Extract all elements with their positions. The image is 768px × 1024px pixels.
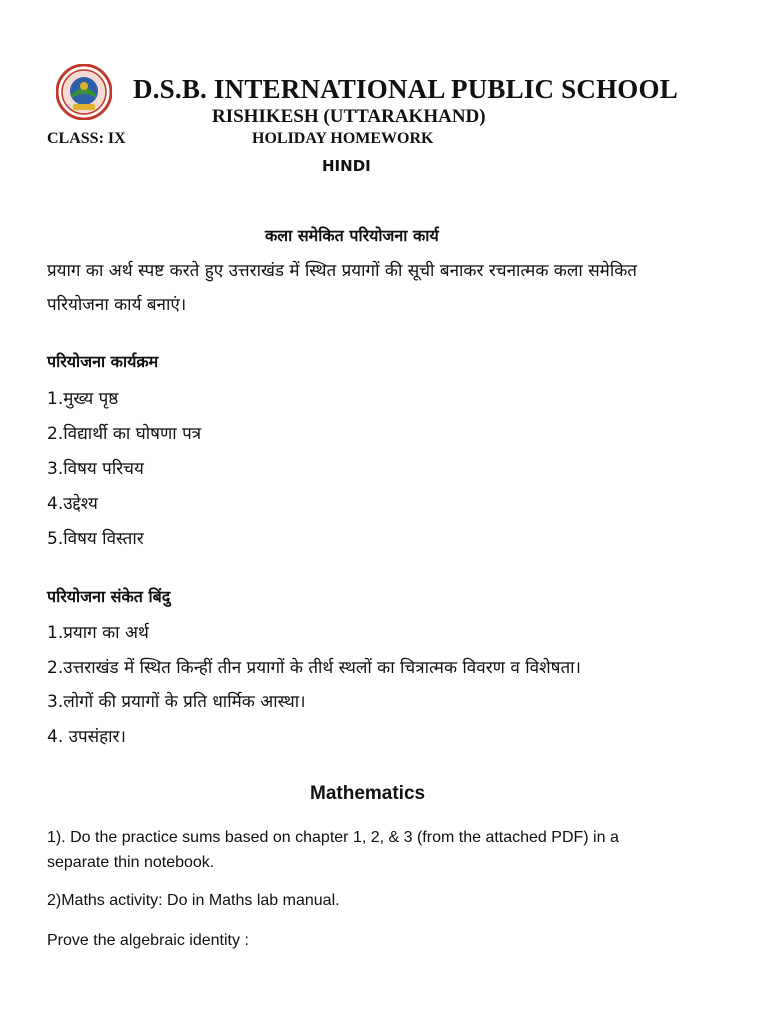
math-item-1-line-2: separate thin notebook. xyxy=(47,854,215,871)
class-label: CLASS: IX xyxy=(47,130,126,147)
points-heading: परियोजना संकेत बिंदु xyxy=(47,587,171,606)
homework-label: HOLIDAY HOMEWORK xyxy=(252,130,434,147)
math-item-3: Prove the algebraic identity : xyxy=(47,932,249,949)
subject-heading-mathematics: Mathematics xyxy=(310,783,426,804)
school-name: D.S.B. INTERNATIONAL PUBLIC SCHOOL xyxy=(133,74,678,104)
subject-heading-hindi: HINDI xyxy=(322,157,371,175)
school-logo-icon xyxy=(56,64,112,120)
program-item: 5.विषय विस्तार xyxy=(47,529,144,549)
program-item: 2.विद्यार्थी का घोषणा पत्र xyxy=(47,424,202,444)
program-item: 1.मुख्य पृष्ठ xyxy=(47,389,119,409)
points-item: 3.लोगों की प्रयागों के प्रति धार्मिक आस्था। xyxy=(47,692,306,712)
project-title: कला समेकित परियोजना कार्य xyxy=(265,226,439,245)
points-item: 2.उत्तराखंड में स्थित किन्हीं तीन प्रयागों के तीर्थ स्थलों का चित्रात्मक विवरण व विशेषता। xyxy=(47,658,581,678)
instruction-line-2: परियोजना कार्य बनाएं। xyxy=(47,295,187,315)
program-item: 4.उद्देश्य xyxy=(47,494,98,514)
math-item-1-line-1: 1). Do the practice sums based on chapter 1, 2, & 3 (from the attached PDF) in a xyxy=(47,829,619,846)
points-item: 4. उपसंहार। xyxy=(47,727,126,747)
math-item-2: 2)Maths activity: Do in Maths lab manual. xyxy=(47,892,340,909)
instruction-line-1: प्रयाग का अर्थ स्पष्ट करते हुए उत्तराखंड में स्थित प्रयागों की सूची बनाकर रचनात्मक कला समेकित xyxy=(47,261,638,281)
program-heading: परियोजना कार्यक्रम xyxy=(47,352,159,371)
program-item: 3.विषय परिचय xyxy=(47,459,144,479)
points-item: 1.प्रयाग का अर्थ xyxy=(47,623,149,643)
school-location: RISHIKESH (UTTARAKHAND) xyxy=(212,106,486,127)
